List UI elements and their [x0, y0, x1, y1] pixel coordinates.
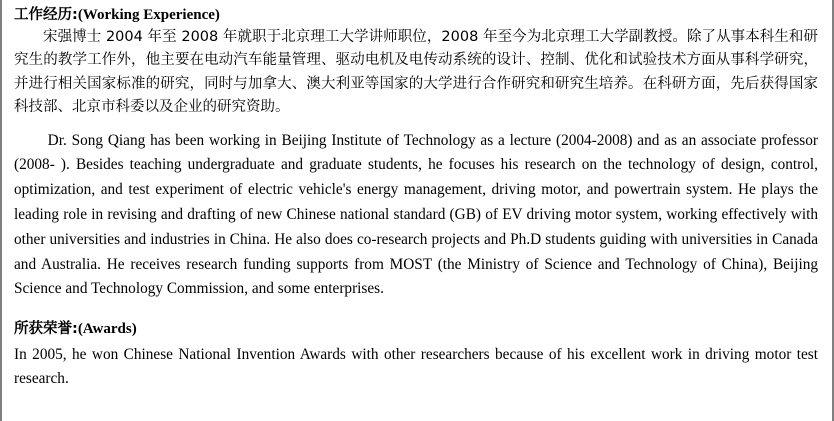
awards-heading	[14, 317, 818, 338]
working-experience-paragraph-cn: 宋强博士 2004 年至 2008 年就职于北京理工大学讲师职位，2008 年至今为北京理工大学副教授。除了从事本科生和研究生的教学工作外，他主要在电动汽车能量管理、驱动电机及电传动系统的设计、控制、优化和试验技术方面从事科学研究，并进行相关国家标准的研究，同时与加拿大、澳大利亚等国家的大学进行合作研究和研究生培养。在科研方面，先后获得国家科技部、北京市科委以及企业的研究资助。	[14, 28, 818, 116]
document-body	[2, 0, 832, 391]
working-experience-paragraph-en: Dr. Song Qiang has been working in Beijing Institute of Technology as a lecture (2004-2008) and as an associate professor (2008- ). Besides teaching undergraduate and graduate students, he focuses his research on the technology of design, control, optimization, and test experiment of electric vehicle's energy management, driving motor, and powertrain system. He plays the leading role in revising and drafting of new Chinese national standard (GB) of EV driving motor system, working effectively with other universities and industries in China. He also does co-research projects and Ph.D students guiding with universities in Canada and Australia. He receives research funding supports from MOST (the Ministry of Science and Technology of China), Beijing Science and Technology Commission, and some enterprises.	[14, 131, 818, 298]
awards-heading-en: (Awards)	[77, 321, 137, 338]
section-spacer	[14, 302, 818, 317]
working-experience-heading	[14, 6, 818, 25]
working-experience-heading-en: (Working Experience)	[77, 7, 220, 23]
paragraph-spacer	[14, 120, 818, 129]
working-experience-heading-cn: 工作经历:	[14, 7, 78, 23]
awards-paragraph-en: In 2005, he won Chinese National Invention Awards with other researchers because of his excellent work in driving motor test research.	[14, 346, 818, 387]
awards-heading-cn: 所获荣誉:	[14, 321, 78, 338]
